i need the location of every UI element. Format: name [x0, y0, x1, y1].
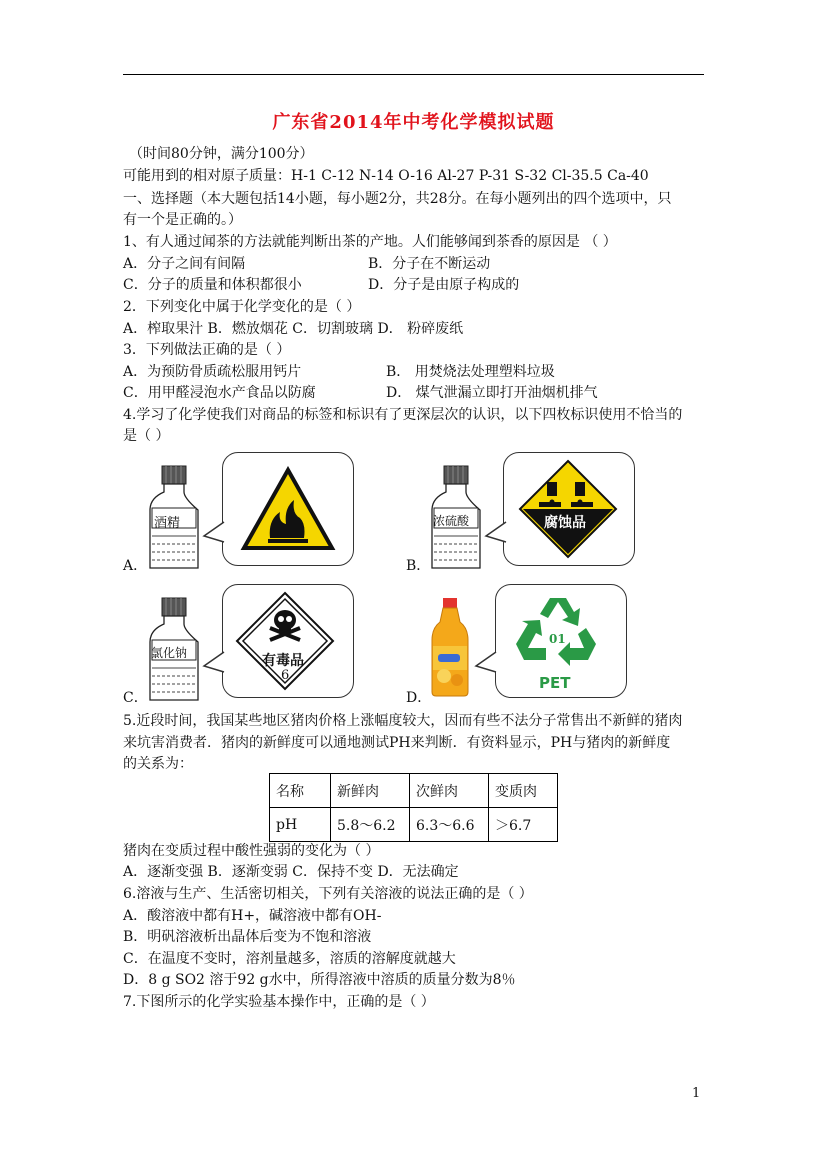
q7-stem: 7.下图所示的化学实验基本操作中，正确的是（ ） [123, 994, 435, 1010]
recycle-number: 01 [549, 632, 566, 646]
q6-option-b: B．明矾溶液析出晶体后变为不饱和溶液 [123, 929, 372, 945]
bubble-tail-c [202, 650, 228, 676]
q3-option-c: C．用甲醛浸泡水产食品以防腐 [123, 385, 316, 401]
q5-question: 猪肉在变质过程中酸性强弱的变化为（ ） [123, 843, 380, 859]
corrosive-icon [517, 458, 619, 560]
page-number: 1 [692, 1086, 701, 1101]
q6-option-a: A．酸溶液中都有H+，碱溶液中都有OH- [123, 908, 382, 924]
q3-stem: 3．下列做法正确的是（ ） [123, 342, 291, 358]
page-title: 广东省2014年中考化学模拟试题 [272, 112, 555, 133]
table-header-cell: 名称 [270, 774, 331, 808]
toxic-class-number: 6 [281, 668, 290, 683]
recycle-icon [508, 590, 608, 670]
q2-stem: 2．下列变化中属于化学变化的是（ ） [123, 299, 361, 315]
flammable-icon [240, 466, 336, 552]
q3-option-d: D． 煤气泄漏立即打开油烟机排气 [386, 385, 598, 401]
section-intro-line2: 有一个是正确的。） [123, 212, 242, 228]
table-header-cell: 新鲜肉 [331, 774, 410, 808]
bottle-b-label: 浓硫酸 [433, 514, 470, 528]
ph-freshness-table [269, 773, 558, 842]
q5-stem-line3: 的关系为： [123, 756, 193, 772]
q1-stem: 1、有人通过闻茶的方法就能判断出茶的产地。人们能够闻到茶香的原因是 （ ） [123, 234, 617, 250]
bubble-tail-a [202, 520, 228, 546]
q4-stem-line1: 4.学习了化学使我们对商品的标签和标识有了更深层次的认识，以下四枚标识使用不恰当的 [123, 407, 683, 423]
section-intro-line1: 一、选择题（本大题包括14小题，每小题2分，共28分。在每小题列出的四个选项中，只 [123, 191, 672, 207]
table-header-cell: 变质肉 [489, 774, 558, 808]
q1-option-b: B．分子在不断运动 [368, 256, 491, 272]
bottle-a-label: 酒精 [154, 516, 181, 531]
q6-option-d: D．8 g SO2 溶于92 g水中，所得溶液中溶质的质量分数为8％ [123, 972, 516, 988]
table-cell: pH [270, 808, 331, 842]
q5-options: A．逐渐变强 B．逐渐变弱 C．保持不变 D．无法确定 [123, 864, 459, 880]
q4-stem-line2: 是（ ） [123, 428, 170, 444]
table-row [270, 808, 558, 842]
header-rule [123, 74, 704, 75]
q1-option-a: A．分子之间有间隔 [123, 256, 246, 272]
table-header-row [270, 774, 558, 808]
q5-stem-line2: 来坑害消费者．猪肉的新鲜度可以通地测试PH来判断．有资料显示，PH与猪肉的新鲜度 [123, 735, 671, 751]
q6-option-c: C．在温度不变时，溶剂量越多，溶质的溶解度就越大 [123, 951, 456, 967]
q4-label-a: A． [123, 558, 148, 574]
toxic-label: 有毒品 [262, 653, 304, 669]
time-info: （时间80分钟，满分100分） [129, 146, 314, 162]
bubble-tail-d [474, 650, 500, 676]
q3-option-a: A．为预防骨质疏松服用钙片 [123, 364, 302, 380]
bubble-tail-b [484, 520, 510, 546]
juice-bottle-image [430, 596, 470, 698]
q5-stem-line1: 5.近段时间，我国某些地区猪肉价格上涨幅度较大，因而有些不法分子常售出不新鲜的猪肉 [123, 713, 683, 729]
table-header-cell: 次鲜肉 [410, 774, 489, 808]
q1-option-c: C．分子的质量和体积都很小 [123, 277, 302, 293]
q3-option-b: B． 用焚烧法处理塑料垃圾 [386, 364, 555, 380]
q6-stem: 6.溶液与生产、生活密切相关，下列有关溶液的说法正确的是（ ） [123, 886, 533, 902]
bottle-c-label: 氯化钠 [151, 646, 188, 660]
atomic-mass-line: 可能用到的相对原子质量：H-1 C-12 N-14 O-16 Al-27 P-31 S-32 Cl-35.5 Ca-40 [123, 168, 649, 184]
q4-label-c: C． [123, 690, 148, 706]
table-cell: 6.3～6.6 [410, 808, 489, 842]
corrosive-label: 腐蚀品 [544, 515, 586, 531]
q2-options: A．榨取果汁 B．燃放烟花 C．切割玻璃 D． 粉碎废纸 [123, 321, 464, 337]
table-cell: ＞6.7 [489, 808, 558, 842]
q4-label-d: D． [406, 690, 432, 706]
q4-label-b: B． [406, 558, 431, 574]
recycle-pet-label: PET [539, 674, 571, 692]
table-cell: 5.8～6.2 [331, 808, 410, 842]
q1-option-d: D．分子是由原子构成的 [368, 277, 520, 293]
